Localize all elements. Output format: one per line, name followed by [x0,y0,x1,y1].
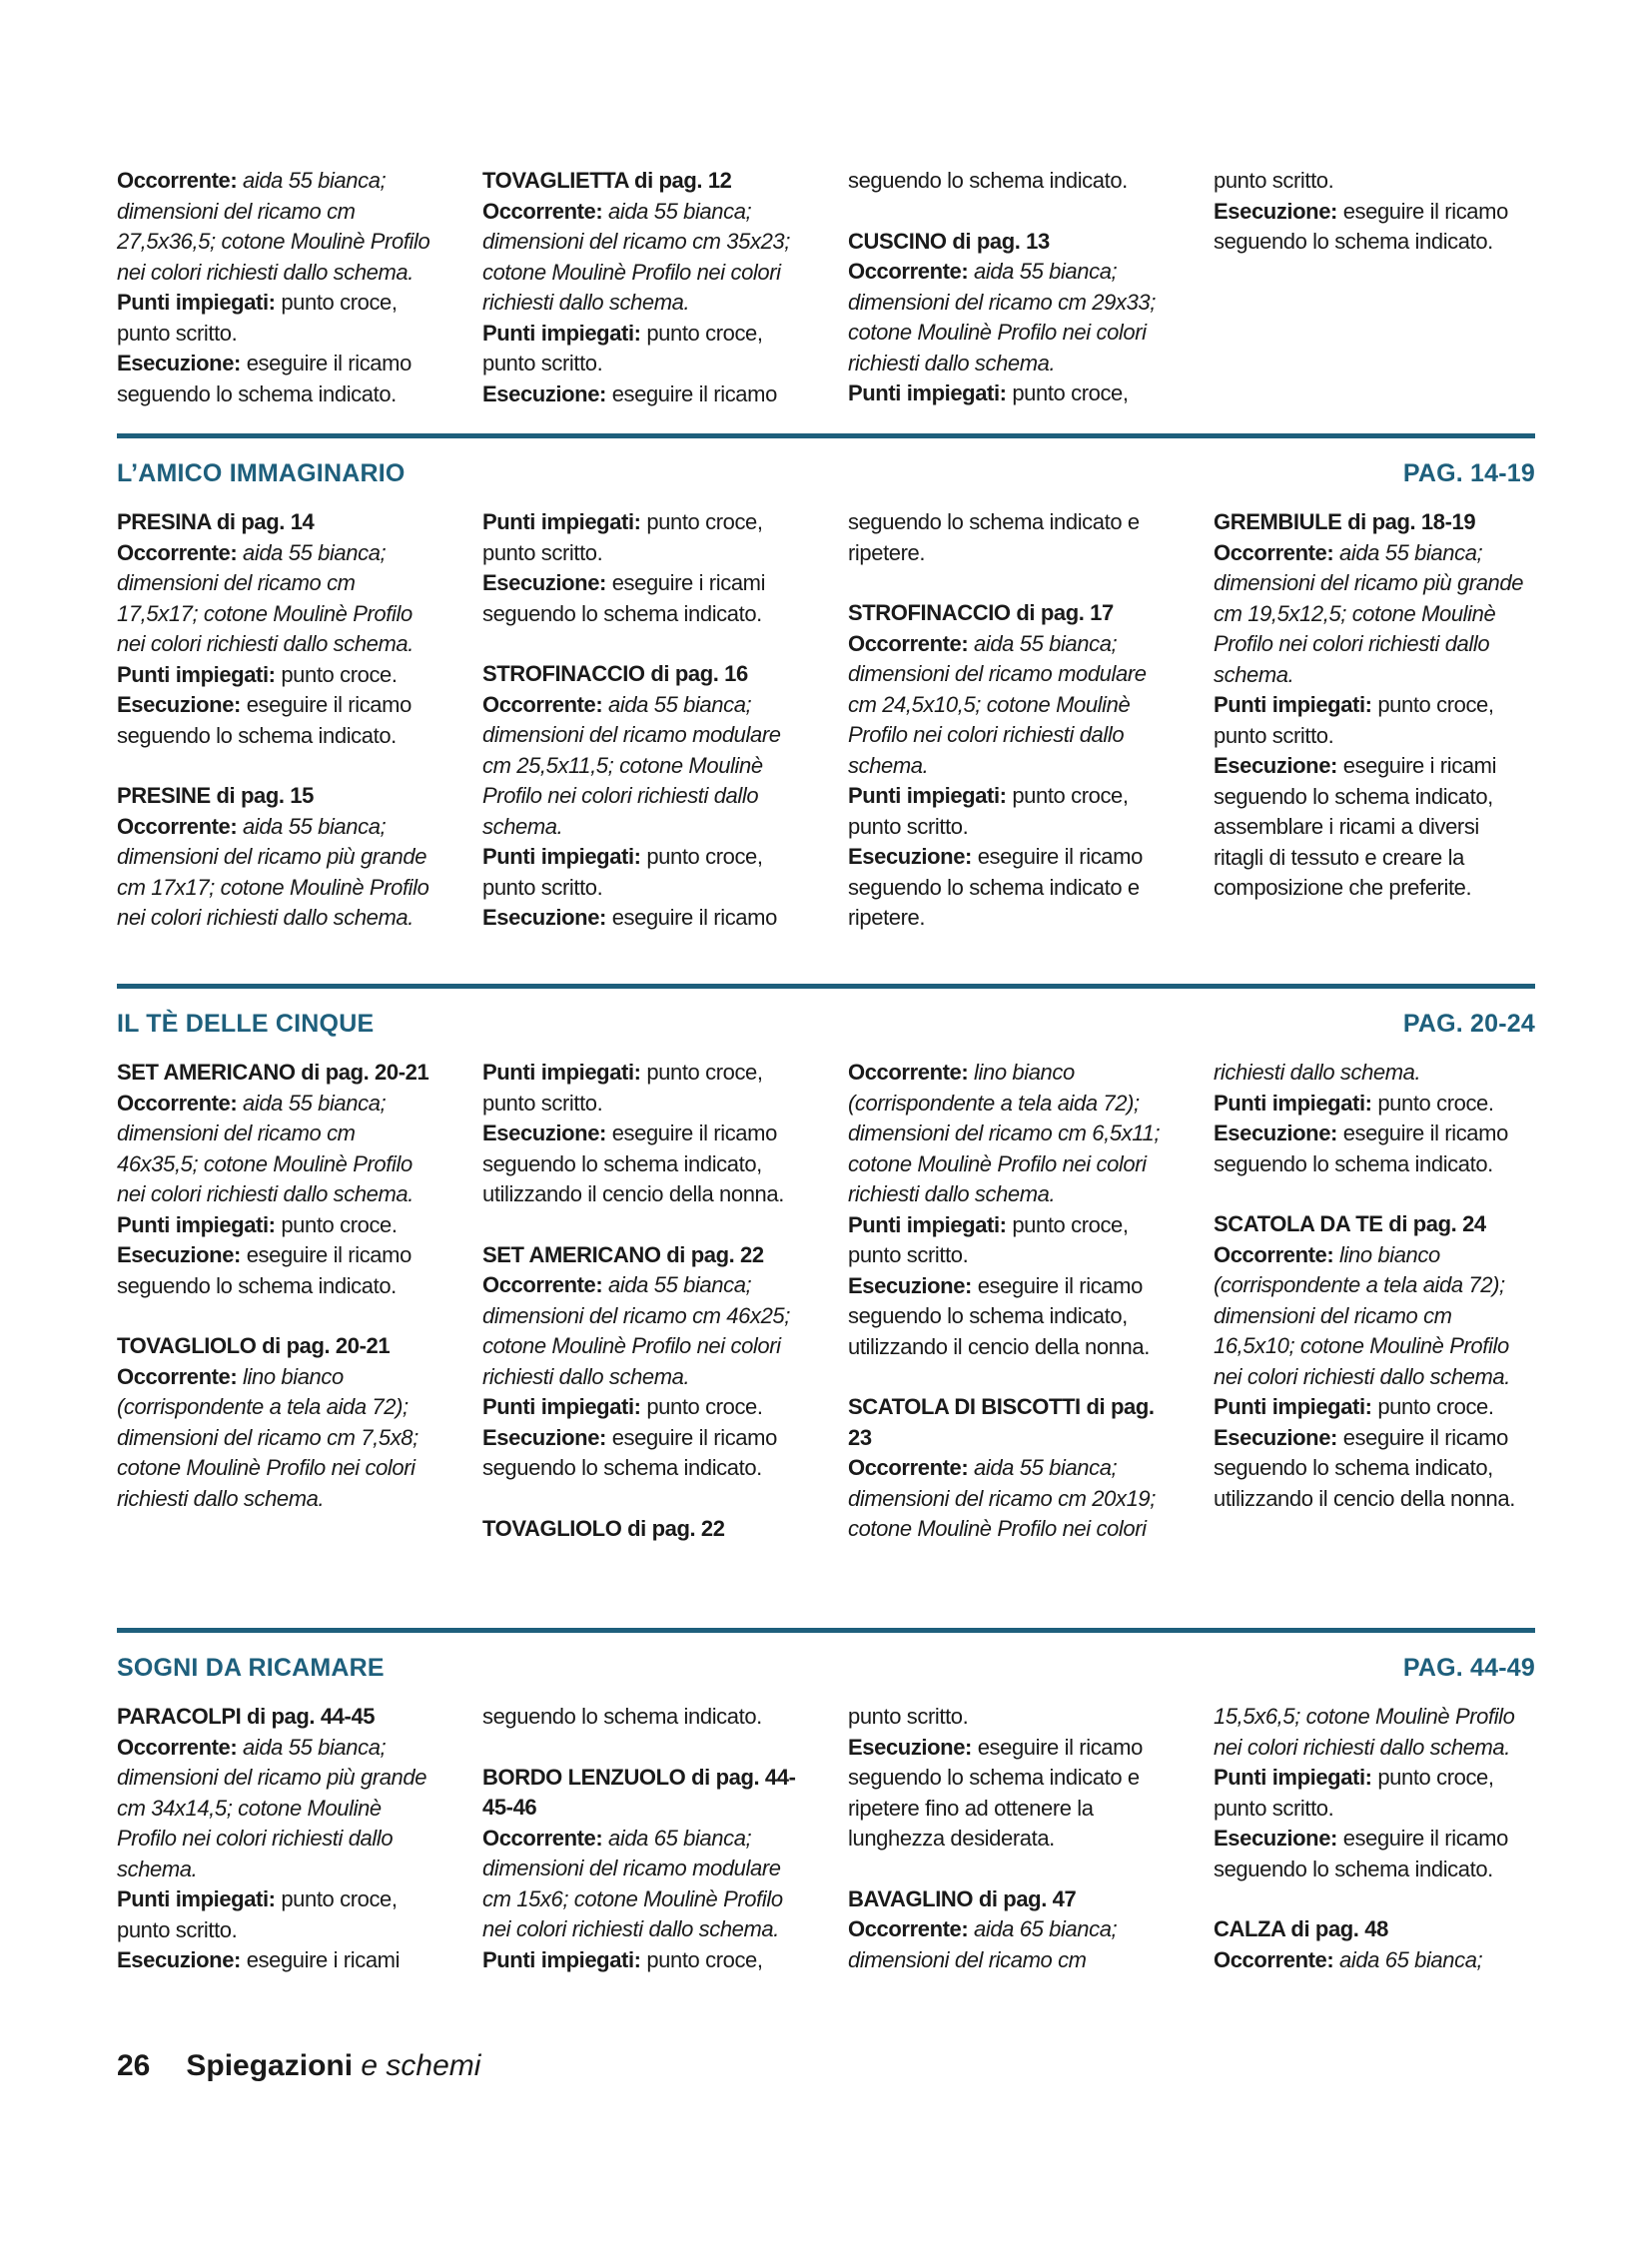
item-title: STROFINACCIO di pag. 16 [482,661,748,686]
continued-text: punto scritto. [1214,168,1334,193]
label: Punti impiegati: [117,661,276,687]
section-divider [117,1628,1535,1633]
continued-text: seguendo lo schema indicato. [482,1704,762,1729]
text: eseguire il ricamo seguendo lo schema indicato. [1214,1120,1508,1176]
text: eseguire il ricamo seguendo lo schema indicato. [1214,1826,1508,1881]
text: punto croce, [640,1946,763,1972]
s3-col-3 [848,1702,1168,1976]
label: Esecuzione: [482,905,606,930]
label: Esecuzione: [482,1120,606,1145]
text: aida 55 bianca; dimensioni del ricamo modulare cm 24,5x10,5; cotone Moulinè Profilo nei colori richiesti dallo schema. [848,630,1147,778]
label: Occorrente: [117,1363,238,1389]
text: punto croce, punto scritto. [482,509,763,565]
label: Punti impiegati: [848,783,1007,808]
label: Occorrente: [1214,1946,1334,1972]
item-title: SET AMERICANO di pag. 22 [482,1241,764,1267]
s2-col-4 [1214,1058,1533,1545]
text: punto croce, punto scritto. [1214,1765,1494,1821]
text: eseguire il ricamo seguendo lo schema indicato. [117,692,412,748]
item-title: SET AMERICANO di pag. 20-21 [117,1060,429,1085]
label: Punti impiegati: [117,290,276,315]
label: Occorrente: [117,1090,238,1116]
s1-col-2 [482,507,802,934]
section-title: IL TÈ DELLE CINQUE [117,1009,375,1038]
label: Esecuzione: [117,1242,241,1267]
text: punto croce, punto scritto. [117,1886,398,1942]
s3-col-1 [117,1702,436,1976]
top-col-4 [1214,166,1533,409]
text: aida 55 bianca; dimensioni del ricamo cm 46x25; cotone Moulinè Profilo nei colori richiesti dallo schema. [482,1272,790,1389]
continued-text: seguendo lo schema indicato. [848,168,1128,193]
text: aida 55 bianca; dimensioni del ricamo cm 35x23; cotone Moulinè Profilo nei colori richiesti dallo schema. [482,198,790,315]
label: Punti impiegati: [482,1060,641,1085]
text: eseguire il ricamo seguendo lo schema indicato. [1214,198,1508,254]
text: punto croce. [1371,1394,1494,1419]
continued-text: seguendo lo schema indicato e ripetere. [848,509,1140,565]
label: Esecuzione: [117,692,241,717]
text: eseguire il ricamo seguendo lo schema indicato e ripetere. [848,844,1143,930]
item-title: PRESINA di pag. 14 [117,509,315,534]
text: punto croce. [275,661,398,687]
text: eseguire il ricamo seguendo lo schema indicato, utilizzando il cencio della nonna. [482,1120,784,1206]
label: Esecuzione: [1214,198,1337,224]
label: Punti impiegati: [1214,1765,1372,1790]
label: Occorrente: [117,1734,238,1760]
text: aida 55 bianca; dimensioni del ricamo più grande cm 34x14,5; cotone Moulinè Profilo nei colori richiesti dallo schema. [117,1734,427,1881]
page-footer [117,2049,480,2083]
text: punto croce. [1371,1090,1494,1116]
text: punto croce, punto scritto. [482,844,763,900]
top-section [117,166,1535,409]
section-header [117,453,1535,493]
text: aida 55 bianca; dimensioni del ricamo cm 46x35,5; cotone Moulinè Profilo nei colori richiesti dallo schema. [117,1090,413,1206]
text: punto croce. [640,1394,763,1419]
label: Punti impiegati: [848,380,1007,405]
label: Occorrente: [848,1455,969,1480]
label: Punti impiegati: [482,844,641,869]
item-title: TOVAGLIOLO di pag. 20-21 [117,1333,391,1358]
text: lino bianco (corrispondente a tela aida 72); dimensioni del ricamo cm 7,5x8; cotone Moulinè Profilo nei colori richiesti dallo schema. [117,1363,418,1511]
label: Esecuzione: [1214,1120,1337,1145]
item-title: BAVAGLINO di pag. 47 [848,1885,1077,1911]
label: Occorrente: [482,198,603,224]
item-title: PARACOLPI di pag. 44-45 [117,1704,376,1729]
item-title: TOVAGLIOLO di pag. 22 [482,1515,725,1541]
text: punto croce, punto scritto. [848,1211,1129,1267]
text: lino bianco (corrispondente a tela aida 72); dimensioni del ricamo cm 16,5x10; cotone Moulinè Profilo nei colori richiesti dallo schema. [1214,1241,1510,1389]
label: Occorrente: [117,813,238,839]
s3-col-2 [482,1702,802,1976]
label: Occorrente: [1214,539,1334,565]
text: eseguire il ricamo seguendo lo schema indicato. [482,1424,777,1480]
label: Occorrente: [1214,1241,1334,1267]
label: Occorrente: [848,259,969,284]
s1-col-1 [117,507,436,934]
s2-col-1 [117,1058,436,1545]
label: Punti impiegati: [1214,1394,1372,1419]
text: punto croce, [1006,380,1129,405]
text: eseguire il ricamo [605,905,777,930]
item-title: PRESINE di pag. 15 [117,783,314,808]
label: Occorrente: [848,630,969,656]
footer-subtitle: e schemi [353,2049,481,2082]
label: Punti impiegati: [482,1394,641,1419]
label: Punti impiegati: [1214,692,1372,717]
section-pages: PAG. 14-19 [1402,458,1535,487]
item-title: GREMBIULE di pag. 18-19 [1214,509,1476,534]
text: aida 65 bianca; dimensioni del ricamo cm [848,1916,1118,1972]
label: Punti impiegati: [117,1211,276,1237]
section-sogni-da-ricamare [117,1648,1535,1976]
text: aida 65 bianca; [1333,1946,1483,1972]
footer-title: Spiegazioni [186,2049,354,2082]
label: Punti impiegati: [482,509,641,534]
text: aida 55 bianca; dimensioni del ricamo cm 29x33; cotone Moulinè Profilo nei colori richiesti dallo schema. [848,259,1156,375]
page-number: 26 [117,2049,151,2082]
text: eseguire il ricamo seguendo lo schema indicato, utilizzando il cencio della nonna. [1214,1424,1515,1511]
label: Esecuzione: [482,1424,606,1450]
text: punto croce, punto scritto. [1214,692,1494,748]
s1-col-4 [1214,507,1533,934]
label: Occorrente: [848,1060,969,1085]
s2-col-3 [848,1058,1168,1545]
label: Esecuzione: [1214,1424,1337,1450]
s3-col-4 [1214,1702,1533,1976]
continued-text: punto scritto. [848,1704,969,1729]
text: eseguire il ricamo [605,380,777,406]
text: aida 55 bianca; dimensioni del ricamo modulare cm 25,5x11,5; cotone Moulinè Profilo nei colori richiesti dallo schema. [482,691,781,839]
item-title: TOVAGLIETTA di pag. 12 [482,168,732,193]
label: Occorrente: [117,168,238,193]
top-col-2 [482,166,802,409]
text: punto croce, punto scritto. [848,783,1129,839]
text: eseguire i ricami seguendo lo schema indicato, assemblare i ricami a diversi ritagli di tessuto e creare la composizione che preferite. [1214,753,1497,900]
label: Occorrente: [482,1825,603,1851]
label: Punti impiegati: [117,1886,276,1911]
section-divider [117,984,1535,989]
label: Esecuzione: [848,844,972,869]
s1-col-3 [848,507,1168,934]
text: punto croce, punto scritto. [117,290,398,346]
label: Occorrente: [848,1916,969,1941]
text: aida 55 bianca; dimensioni del ricamo più grande cm 19,5x12,5; cotone Moulinè Profilo nei colori richiesti dallo schema. [1214,539,1524,687]
top-col-3 [848,166,1168,409]
item-title: CALZA di pag. 48 [1214,1916,1388,1941]
label: Punti impiegati: [482,1946,641,1972]
section-pages: PAG. 44-49 [1402,1653,1535,1682]
section-title: L’AMICO IMMAGINARIO [117,458,406,487]
section-header [117,1648,1535,1688]
label: Occorrente: [482,1272,603,1297]
item-title: CUSCINO di pag. 13 [848,228,1050,254]
label: Punti impiegati: [1214,1090,1372,1116]
text: lino bianco (corrispondente a tela aida 72); dimensioni del ricamo cm 6,5x11; cotone Moulinè Profilo nei colori richiesti dallo schema. [848,1060,1161,1206]
label: Punti impiegati: [482,320,641,346]
label: Esecuzione: [1214,753,1337,778]
text: aida 55 bianca; dimensioni del ricamo più grande cm 17x17; cotone Moulinè Profilo nei colori richiesti dallo schema. [117,813,429,930]
section-amico-immaginario [117,453,1535,934]
s2-col-2 [482,1058,802,1545]
text: eseguire il ricamo seguendo lo schema indicato, utilizzando il cencio della nonna. [848,1272,1150,1359]
label: Esecuzione: [482,570,606,595]
continued-text: 15,5x6,5; cotone Moulinè Profilo nei colori richiesti dallo schema. [1214,1704,1515,1760]
text: punto croce. [275,1211,398,1237]
text: eseguire il ricamo seguendo lo schema indicato. [117,351,412,406]
label: Esecuzione: [848,1272,972,1298]
text: aida 55 bianca; dimensioni del ricamo cm 27,5x36,5; cotone Moulinè Profilo nei colori richiesti dallo schema. [117,168,430,285]
label: Punti impiegati: [848,1211,1007,1237]
section-pages: PAG. 20-24 [1402,1009,1535,1038]
continued-text: richiesti dallo schema. [1214,1060,1421,1085]
text: aida 55 bianca; dimensioni del ricamo cm 20x19; cotone Moulinè Profilo nei colori [848,1455,1156,1541]
section-te-delle-cinque [117,1004,1535,1545]
text: eseguire i ricami [240,1947,401,1972]
section-header [117,1004,1535,1044]
section-title: SOGNI DA RICAMARE [117,1653,385,1682]
item-title: SCATOLA DA TE di pag. 24 [1214,1211,1486,1236]
label: Esecuzione: [117,351,241,375]
text: eseguire i ricami seguendo lo schema indicato. [482,570,766,626]
text: punto croce, punto scritto. [482,1060,763,1116]
text: punto croce, punto scritto. [482,320,763,375]
section-divider [117,433,1535,438]
label: Esecuzione: [482,380,606,406]
label: Occorrente: [482,691,603,717]
item-title: BORDO LENZUOLO di pag. 44-45-46 [482,1764,796,1820]
label: Esecuzione: [848,1734,972,1760]
text: eseguire il ricamo seguendo lo schema indicato e ripetere fino ad ottenere la lunghezza desiderata. [848,1734,1143,1851]
text: aida 65 bianca; dimensioni del ricamo modulare cm 15x6; cotone Moulinè Profilo nei colori richiesti dallo schema. [482,1825,783,1941]
item-title: STROFINACCIO di pag. 17 [848,600,1114,625]
top-col-1 [117,166,436,409]
label: Occorrente: [117,539,238,565]
text: aida 55 bianca; dimensioni del ricamo cm 17,5x17; cotone Moulinè Profilo nei colori richiesti dallo schema. [117,539,413,656]
label: Esecuzione: [1214,1826,1337,1851]
item-title: SCATOLA DI BISCOTTI di pag. 23 [848,1394,1155,1450]
text: eseguire il ricamo seguendo lo schema indicato. [117,1242,412,1298]
label: Esecuzione: [117,1947,241,1972]
